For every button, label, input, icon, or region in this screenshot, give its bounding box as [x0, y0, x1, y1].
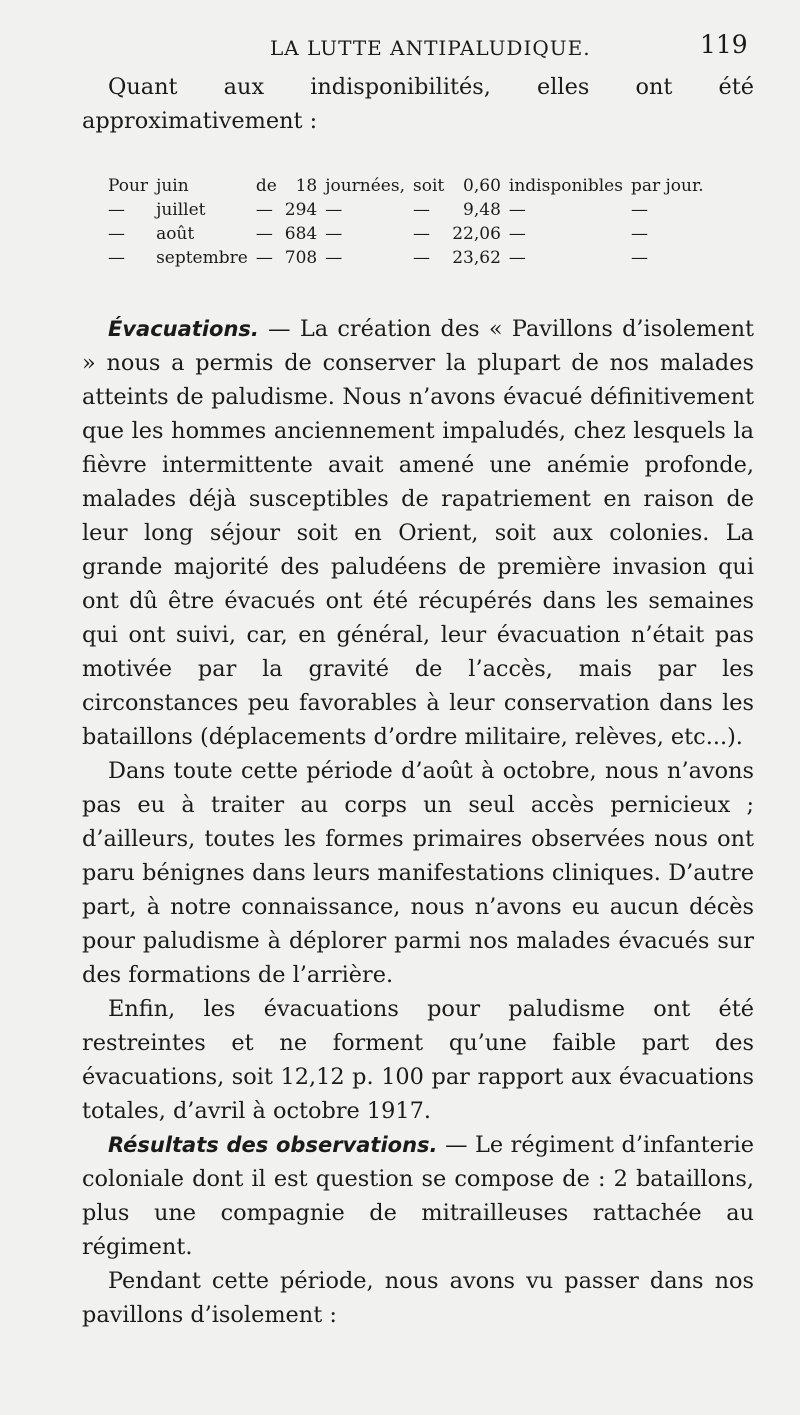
table-cell-label2: par jour.: [630, 176, 704, 196]
table-cell-rate: 23,62: [452, 248, 501, 268]
table-cell-prefix: Pour: [108, 176, 149, 196]
running-header: [0, 30, 800, 70]
table-cell-month: juillet: [156, 200, 206, 220]
pernicious-paragraph: Dans toute cette période d’août à octobre, nous n’avons pas eu à traiter au corps un seul accès pernicieux ; d’ailleurs, toutes les formes primaires observées nous ont paru bénignes dans leurs manifestations cliniques. D’autre part, à notre connaissance, nous n’avons eu aucun décès pour paludisme à déplorer parmi nos malades évacués sur des formations de l’arrière.: [82, 758, 754, 988]
table-cell-days: 708: [284, 248, 318, 268]
table-row: [104, 246, 708, 270]
table-cell-month: septembre: [156, 248, 248, 268]
table-cell-label1: —: [508, 200, 526, 220]
table-cell-label1: —: [508, 224, 526, 244]
table-cell-days: 684: [284, 224, 318, 244]
intro-paragraph: Quant aux indisponibilités, elles ont été approximativement :: [82, 74, 754, 134]
table-cell-soit: soit: [413, 176, 445, 196]
table-cell-unit: journées,: [325, 176, 405, 196]
table-row: [104, 174, 708, 198]
table-cell-prefix: —: [108, 200, 125, 220]
evacuations-paragraph: [82, 312, 754, 754]
table-cell-de: de: [255, 176, 277, 196]
results-paragraph: [82, 1128, 754, 1264]
table-cell-de: —: [255, 224, 273, 244]
table-cell-month: juin: [156, 176, 189, 196]
table-cell-rate: 9,48: [463, 200, 501, 220]
results-heading: Résultats des observations.: [108, 1133, 438, 1157]
table-cell-label1: —: [508, 248, 526, 268]
evacuations-heading: Évacuations.: [108, 317, 259, 341]
running-title: LA LUTTE ANTIPALUDIQUE.: [270, 36, 591, 60]
table-cell-unit: —: [325, 200, 343, 220]
page-number: 119: [700, 30, 748, 59]
table-cell-label1: indisponibles: [508, 176, 623, 196]
table-row: [104, 222, 708, 246]
table-cell-month: août: [156, 224, 195, 244]
unavailability-table: [104, 174, 708, 270]
table-cell-prefix: —: [108, 248, 125, 268]
table-cell-de: —: [255, 248, 273, 268]
table-cell-label2: —: [630, 200, 648, 220]
page-body: [82, 70, 754, 1332]
results-text: — Le régiment d’infanterie coloniale dont il est question se compose de : 2 bataillons, plus une compagnie de mitrailleuses rattachée au régiment.: [82, 1132, 755, 1260]
table-cell-label2: —: [630, 224, 648, 244]
table-cell-label2: —: [630, 248, 648, 268]
table-cell-soit: —: [413, 224, 430, 244]
table-cell-rate: 22,06: [452, 224, 501, 244]
table-cell-de: —: [255, 200, 273, 220]
table-cell-unit: —: [325, 224, 343, 244]
table-cell-soit: —: [413, 200, 430, 220]
table-cell-days: 294: [284, 200, 318, 220]
table-cell-prefix: —: [108, 224, 125, 244]
table-cell-days: 18: [295, 176, 318, 196]
evacuations-text: — La création des « Pavillons d’isolement » nous a permis de conserver la plupart de nos malades atteints de paludisme. Nous n’avons évacué définitivement que les hommes anciennement impaludés, chez lesquels la fièvre intermittente avait amené une anémie profonde, malades déjà susceptibles de rapatriement en raison de leur long séjour soit en Orient, soit aux colonies. La grande majorité des paludéens de première invasion qui ont dû être évacués ont été récupérés dans les semaines qui ont suivi, car, en général, leur évacuation n’était pas motivée par la gravité de l’accès, mais par les circonstances peu favorables à leur conservation dans les bataillons (déplacements d’ordre militaire, relèves, etc...).: [82, 316, 754, 750]
pavilions-paragraph: Pendant cette période, nous avons vu passer dans nos pavillons d’isolement :: [82, 1268, 754, 1328]
evacuation-rate-paragraph: Enfin, les évacuations pour paludisme ont été restreintes et ne forment qu’une faible part des évacuations, soit 12,12 p. 100 par rapport aux évacuations totales, d’avril à octobre 1917.: [82, 996, 754, 1124]
table-cell-unit: —: [325, 248, 343, 268]
table-cell-rate: 0,60: [463, 176, 501, 196]
table-row: [104, 198, 708, 222]
table-cell-soit: —: [413, 248, 430, 268]
